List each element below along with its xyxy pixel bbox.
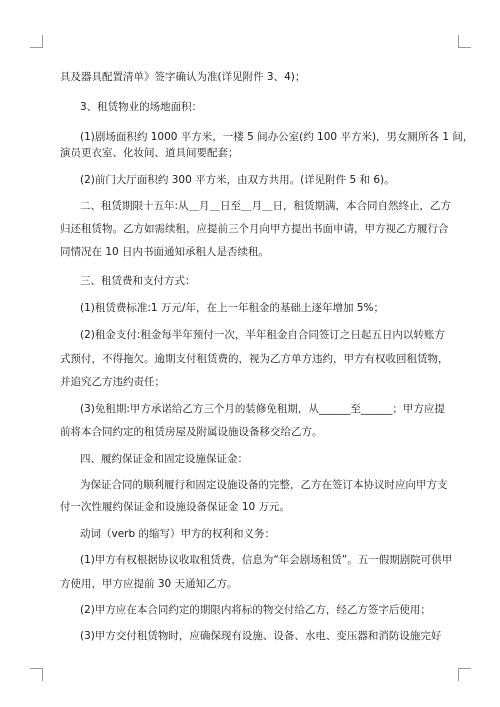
text-line: 演员更衣室、化妆间、道具间要配套； (60, 147, 239, 159)
text-line: 具及器具配置清单》签字确认为准(详见附件 3、4)； (60, 71, 306, 83)
text-line: 为保证合同的顺利履行和固定设施设备的完整，乙方在签订本协议时应向甲方支 (80, 479, 448, 491)
text-line: (1)剧场面积约 1000 平方米，一楼 5 间办公室(约 100 平方米)，男女厕所各 1 间， (80, 131, 474, 143)
text-line: (3)甲方交付租赁物时，应确保现有设施、设备、水电、变压器和消防设施完好 (80, 630, 442, 642)
text-line: 归还租赁物。乙方如需续租，应提前三个月向甲方提出书面申请，甲方视乙方履行合 (60, 223, 449, 235)
text-line: 式预付，不得拖欠。逾期支付租赁费的，视为乙方单方违约，甲方有权收回租赁物， (60, 353, 449, 365)
text-line: 同情况在 10 日内书面通知承租人是否续租。 (60, 246, 270, 258)
text-line: (1)租赁费标准:1 万元/年，在上一年租金的基础上逐年增加 5%； (80, 302, 384, 314)
text-line: 付一次性履约保证金和设施设备保证金 10 万元。 (60, 501, 291, 513)
section-heading: 动词（verb 的缩写）甲方的权利和义务： (80, 528, 275, 540)
text-line: (2)前门大厅面积约 300 平方米，由双方共用。(详见附件 5 和 6)。 (80, 174, 395, 186)
section-heading: 3、租赁物业的场地面积： (80, 101, 203, 113)
text-line: (2)甲方应在本合同约定的期限内将标的物交付给乙方，经乙方签字后使用； (80, 604, 431, 616)
text-line: 并追究乙方违约责任； (60, 376, 165, 388)
section-heading: 二、租赁期限十五年:从＿月＿日至＿月＿日，租赁期满，本合同自然终止，乙方 (80, 200, 452, 212)
crop-mark-bottom-left (30, 668, 43, 681)
section-heading: 四、履约保证金和固定设施保证金： (80, 453, 248, 465)
section-heading: 三、租赁费和支付方式： (80, 275, 196, 287)
text-line: 方使用，甲方应提前 30 天通知乙方。 (60, 578, 238, 590)
crop-mark-top-left (30, 35, 43, 48)
crop-mark-bottom-right (458, 668, 471, 681)
text-line: 前将本合同约定的租赁房屋及附属设施设备移交给乙方。 (60, 426, 323, 438)
text-line: (1)甲方有权根据协议收取租赁费，信息为“年会剧场租赁”。五一假期剧院可供甲 (80, 554, 453, 566)
crop-mark-top-right (458, 35, 471, 48)
text-line: (3)免租期:甲方承诺给乙方三个月的装修免租期，从______至______；甲方应提 (80, 403, 445, 415)
text-line: (2)租金支付:租金每半年预付一次，半年租金自合同签订之日起五日内以转账方 (80, 329, 445, 341)
